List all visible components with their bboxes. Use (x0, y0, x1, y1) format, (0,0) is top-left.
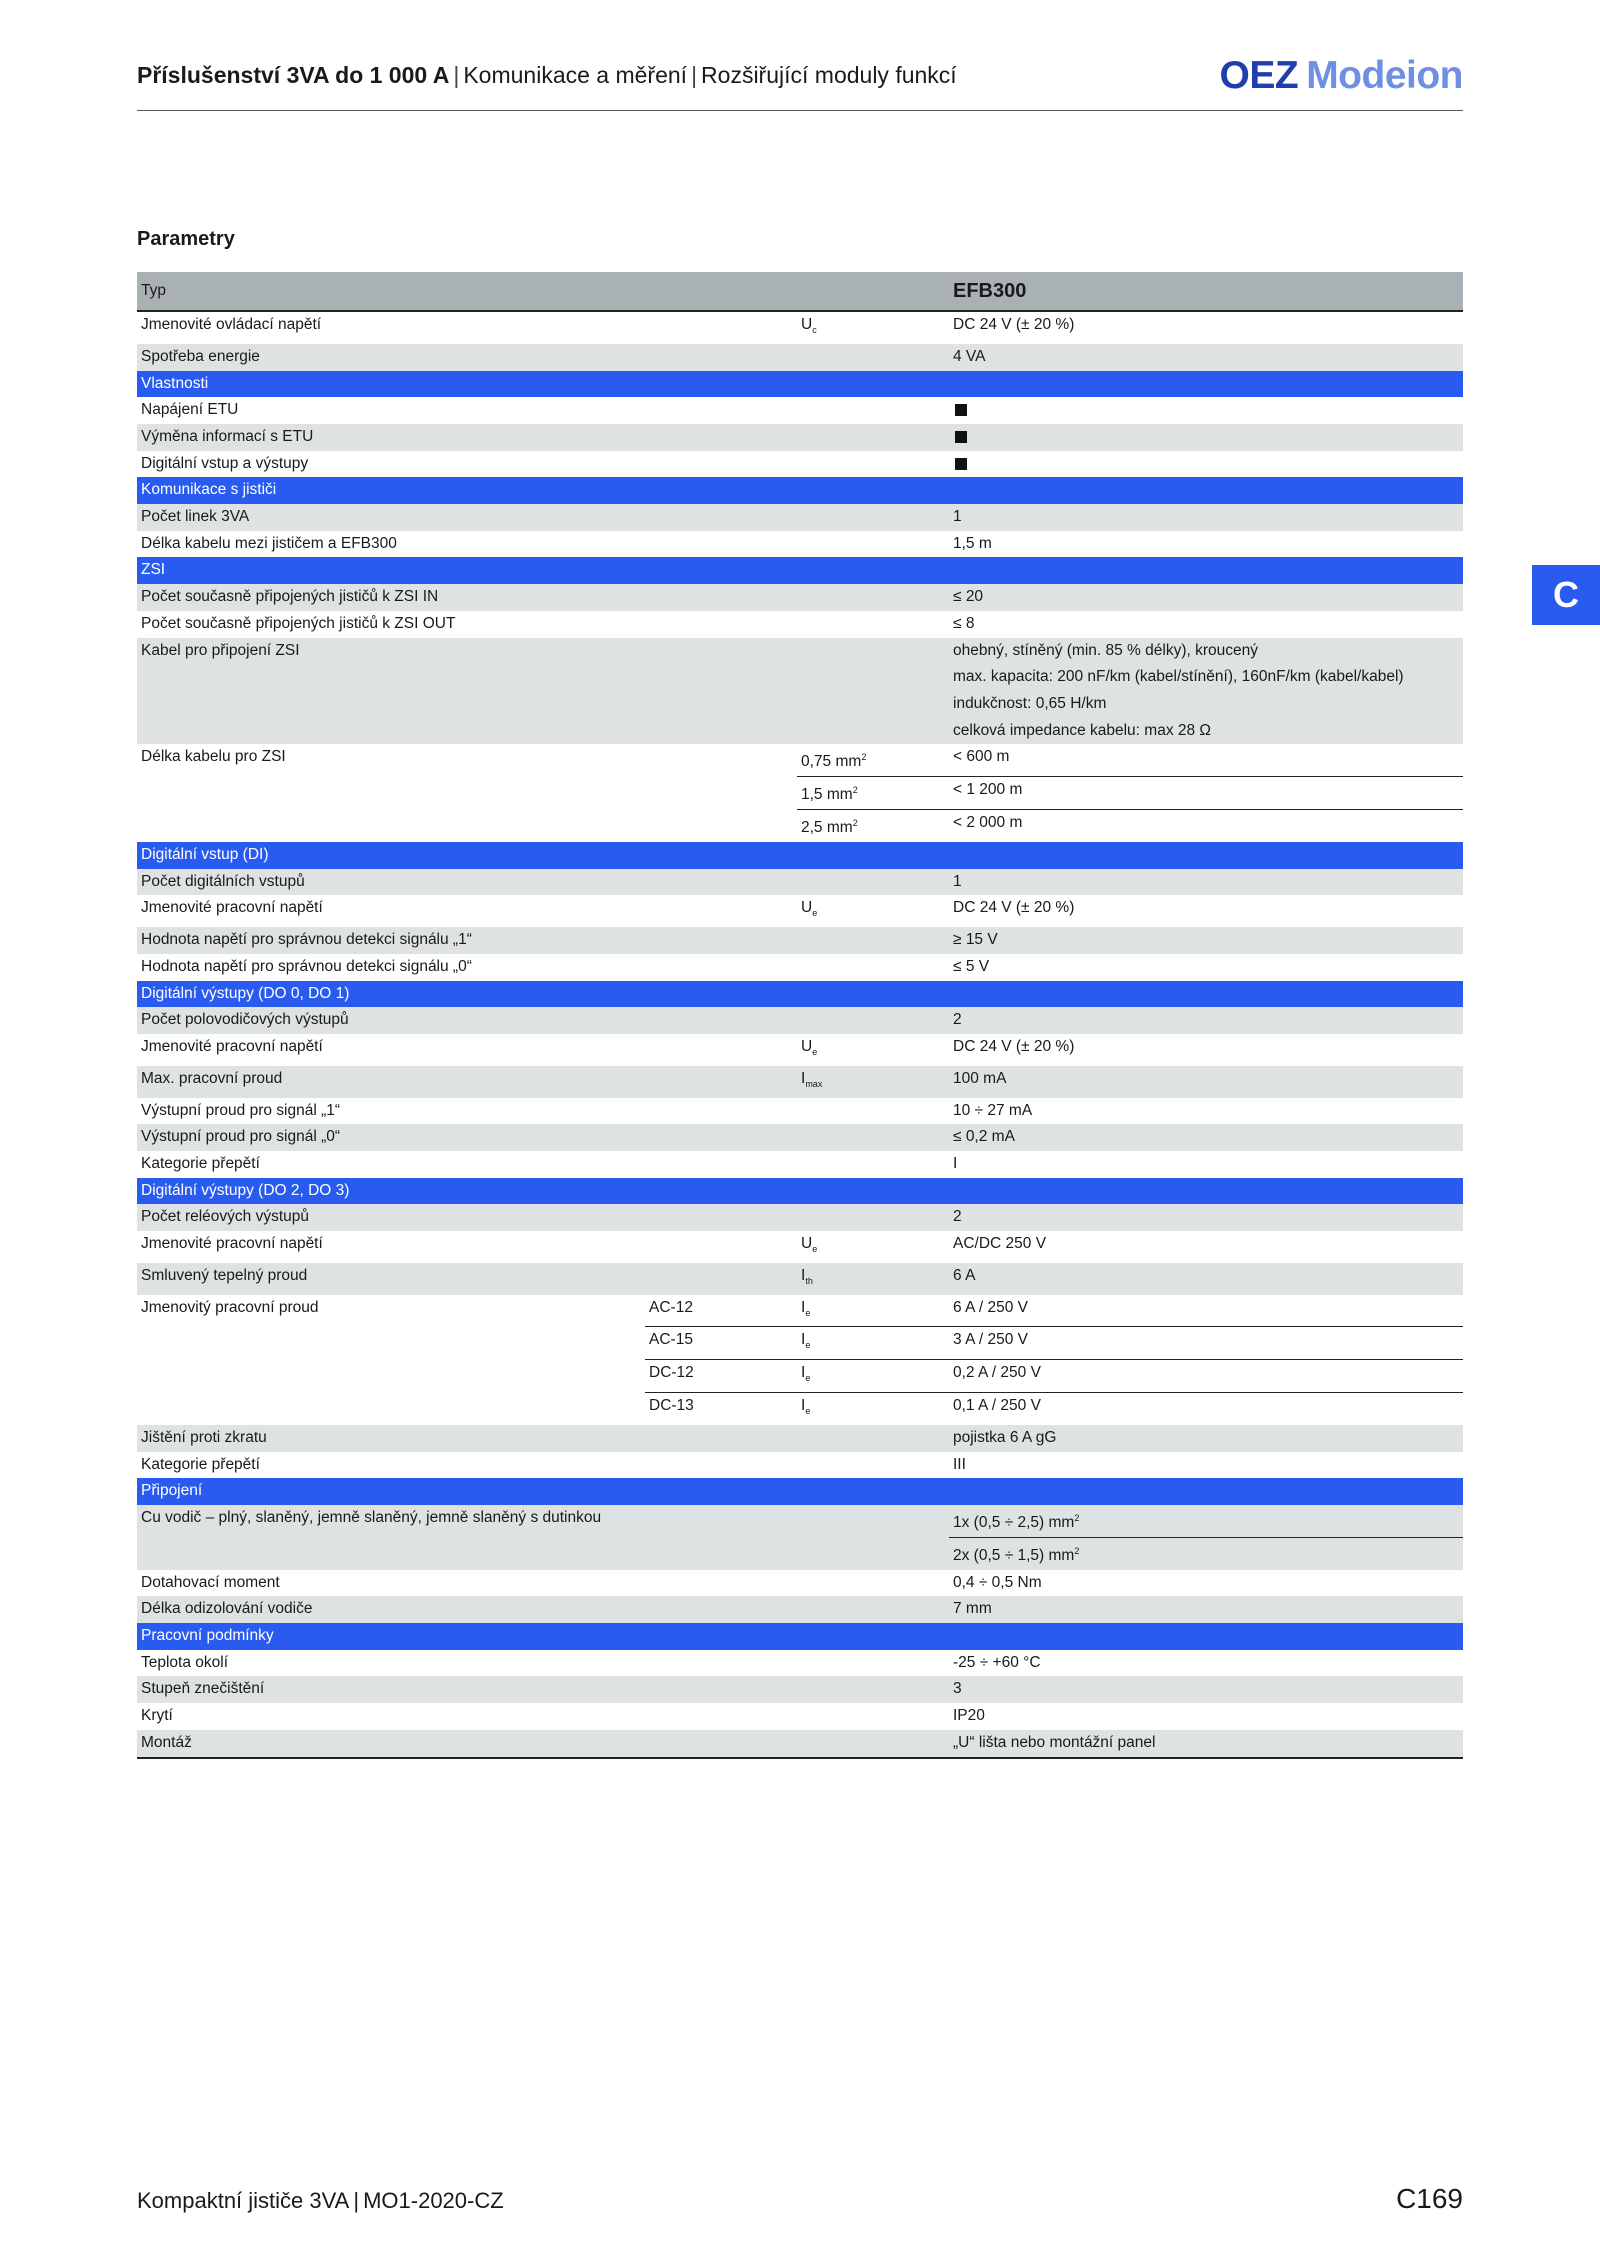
table-row: Max. pracovní proud $I_{max}$ 100 mA (137, 1066, 1463, 1098)
table-row: Hodnota napětí pro správnou detekci signálu „0“ ≤ 5 V (137, 954, 1463, 981)
filled-square-icon (955, 431, 967, 443)
table-row: Kategorie přepětí I (137, 1151, 1463, 1178)
table-row: Jmenovité pracovní napětí $U_e$ AC/DC 250 V (137, 1231, 1463, 1263)
header-title-part2: Komunikace a měření (463, 62, 688, 88)
footer-catalog: Kompaktní jističe 3VA | MO1-2020-CZ (137, 2188, 504, 2213)
symbol: $I_{th}$ (797, 1263, 949, 1295)
table-row: Digitální vstup a výstupy (137, 451, 1463, 478)
table-row: Počet současně připojených jističů k ZSI OUT ≤ 8 (137, 611, 1463, 638)
table-row: Krytí IP20 (137, 1703, 1463, 1730)
table-row: Délka odizolování vodiče 7 mm (137, 1596, 1463, 1623)
oez-modeion-logo (1220, 54, 1463, 98)
table-row: Výstupní proud pro signál „0“ ≤ 0,2 mA (137, 1124, 1463, 1151)
table-row: Výměna informací s ETU (137, 424, 1463, 451)
symbol: $U_c$ (797, 311, 949, 344)
type-value: EFB300 (949, 272, 1463, 311)
table-row: max. kapacita: 200 nF/km (kabel/stínění), 160nF/km (kabel/kabel) (137, 664, 1463, 691)
table-row: Počet digitálních vstupů 1 (137, 869, 1463, 896)
section-row-connection: Připojení (137, 1478, 1463, 1505)
table-row: celková impedance kabelu: max 28 Ω (137, 718, 1463, 745)
section-row-do23: Digitální výstupy (DO 2, DO 3) (137, 1178, 1463, 1205)
footer-catalog-code: MO1-2020-CZ (363, 2188, 504, 2213)
header-title-part3: Rozšiřující moduly funkcí (701, 62, 957, 88)
table-row: Dotahovací moment 0,4 ÷ 0,5 Nm (137, 1570, 1463, 1597)
page-header (137, 56, 1463, 111)
table-row: DC-12 $I_e$ 0,2 A / 250 V (137, 1360, 1463, 1393)
header-title: Příslušenství 3VA do 1 000 A | Komunikace a měření | Rozšiřující moduly funkcí (137, 62, 957, 88)
table-row: 2,5 $mm^2$ < 2 000 m (137, 810, 1463, 842)
symbol: $U_e$ (797, 1231, 949, 1263)
table-row: Kabel pro připojení ZSI ohebný, stíněný (min. 85 % délky), kroucený (137, 638, 1463, 665)
logo-oez: OEZ (1219, 54, 1299, 97)
symbol: $I_{max}$ (797, 1066, 949, 1098)
table-row: Hodnota napětí pro správnou detekci signálu „1“ ≥ 15 V (137, 927, 1463, 954)
table-row: Spotřeba energie 4 VA (137, 344, 1463, 371)
table-row: Jmenovitý pracovní proud AC-12 $I_e$ 6 A / 250 V (137, 1295, 1463, 1327)
table-row: 2x (0,5 ÷ 1,5) $mm^2$ (137, 1537, 1463, 1569)
parameters-table (137, 272, 1463, 1759)
table-row: Smluvený tepelný proud $I_{th}$ 6 A (137, 1263, 1463, 1295)
page-number: C169 (1396, 2183, 1463, 2214)
header-title-main: Příslušenství 3VA do 1 000 A (137, 62, 450, 88)
filled-square-icon (955, 404, 967, 416)
section-title: Parametry (137, 228, 235, 250)
table-header-row (137, 272, 1463, 311)
table-row: Stupeň znečištění 3 (137, 1676, 1463, 1703)
section-row-di: Digitální vstup (DI) (137, 842, 1463, 869)
table-row: 1,5 $mm^2$ < 1 200 m (137, 777, 1463, 810)
section-row-comm: Komunikace s jističi (137, 477, 1463, 504)
logo-modeion: Modeion (1306, 54, 1463, 97)
table-row: Montáž „U“ lišta nebo montážní panel (137, 1730, 1463, 1758)
table-row: Jmenovité pracovní napětí $U_e$ DC 24 V (± 20 %) (137, 895, 1463, 927)
table-row: Jmenovité pracovní napětí $U_e$ DC 24 V (± 20 %) (137, 1034, 1463, 1066)
table-row: indukčnost: 0,65 H/km (137, 691, 1463, 718)
table-row: Výstupní proud pro signál „1“ 10 ÷ 27 mA (137, 1098, 1463, 1125)
table-row: Jmenovité ovládací napětí $U_c$ DC 24 V (± 20 %) (137, 311, 1463, 344)
filled-square-icon (955, 458, 967, 470)
section-row-do01: Digitální výstupy (DO 0, DO 1) (137, 981, 1463, 1008)
table-row: Teplota okolí -25 ÷ +60 °C (137, 1650, 1463, 1677)
section-row-zsi: ZSI (137, 557, 1463, 584)
symbol: $U_e$ (797, 895, 949, 927)
section-row-environment: Pracovní podmínky (137, 1623, 1463, 1650)
table-row: Počet reléových výstupů 2 (137, 1204, 1463, 1231)
table-row: Jištění proti zkratu pojistka 6 A gG (137, 1425, 1463, 1452)
table-row: Počet linek 3VA 1 (137, 504, 1463, 531)
footer-catalog-title: Kompaktní jističe 3VA (137, 2188, 350, 2213)
table-row: Délka kabelu pro ZSI 0,75 $mm^2$ < 600 m (137, 744, 1463, 776)
table-row: Napájení ETU (137, 397, 1463, 424)
symbol: $U_e$ (797, 1034, 949, 1066)
table-row: AC-15 $I_e$ 3 A / 250 V (137, 1327, 1463, 1360)
section-row-features: Vlastnosti (137, 371, 1463, 398)
chapter-tab: C (1532, 565, 1600, 625)
table-row: Počet současně připojených jističů k ZSI IN ≤ 20 (137, 584, 1463, 611)
table-row: Počet polovodičových výstupů 2 (137, 1007, 1463, 1034)
table-row: Délka kabelu mezi jističem a EFB300 1,5 m (137, 531, 1463, 558)
type-label: Typ (137, 272, 645, 311)
table-row: Kategorie přepětí III (137, 1452, 1463, 1479)
table-row: DC-13 $I_e$ 0,1 A / 250 V (137, 1393, 1463, 1425)
table-row: Cu vodič – plný, slaněný, jemně slaněný, jemně slaněný s dutinkou 1x (0,5 ÷ 2,5) $mm^2$ (137, 1505, 1463, 1537)
